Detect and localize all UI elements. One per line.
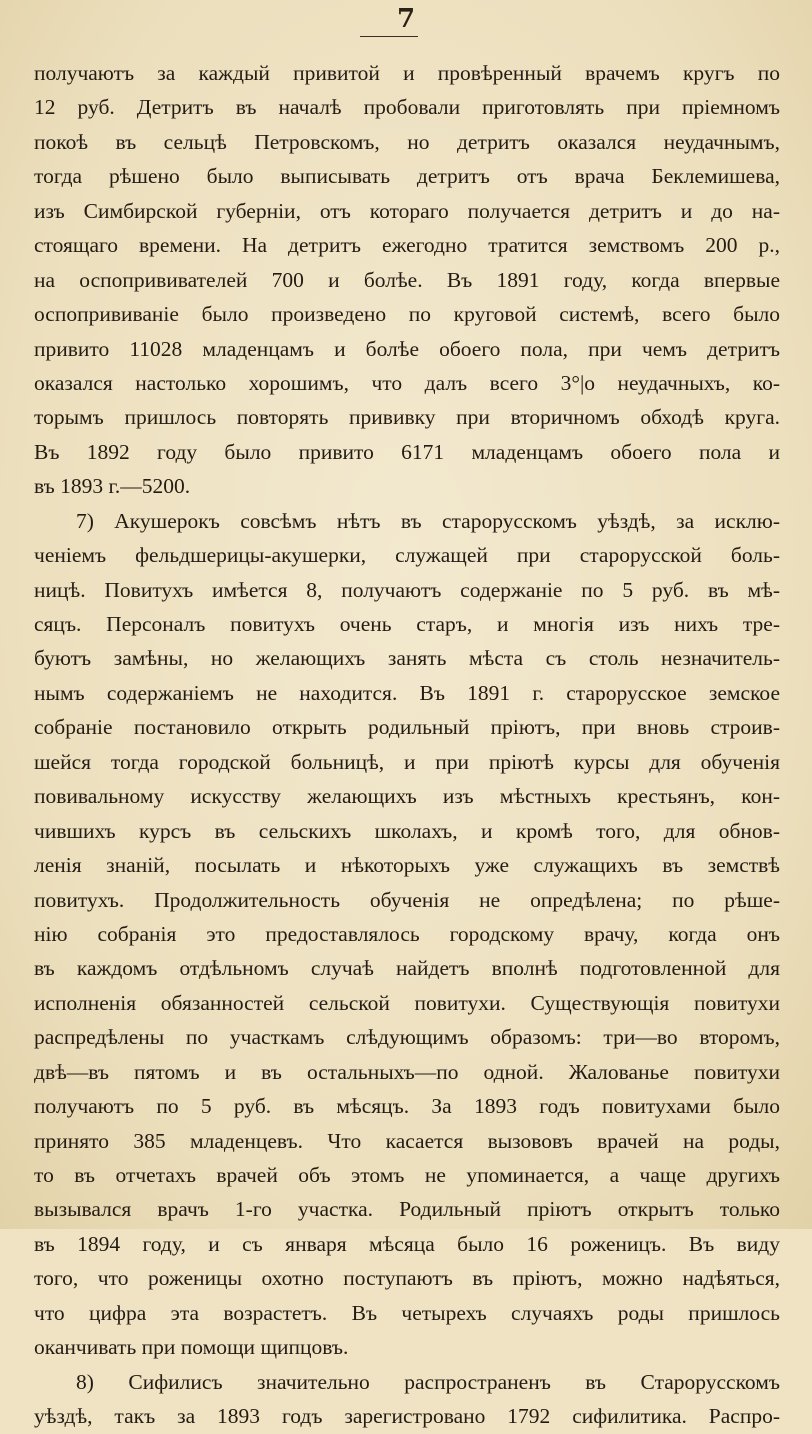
- text-line: того, что роженицы охотно поступаютъ въ пріютъ, можно надѣяться,: [34, 1266, 780, 1291]
- text-line: въ каждомъ отдѣльномъ случаѣ найдетъ вполнѣ подготовленной для: [34, 956, 780, 981]
- text-line: собраніе постановило открыть родильный пріютъ, при вновь строив-: [34, 715, 780, 740]
- text-line: получаютъ за каждый привитой и провѣренный врачемъ кругъ по: [34, 61, 780, 85]
- paragraph-7-start: 7) Акушерокъ совсѣмъ нѣтъ въ старорусскомъ уѣздѣ, за исклю-: [76, 508, 780, 533]
- text-line: двѣ—въ пятомъ и въ остальныхъ—по одной. Жалованье повитухи: [34, 1059, 780, 1084]
- text-line: Въ 1892 году было привито 6171 младенцамъ обоего пола и: [34, 439, 780, 464]
- text-line: то въ отчетахъ врачей объ этомъ не упоминается, а чаще другихъ: [34, 1163, 780, 1187]
- text-line: покоѣ въ сельцѣ Петровскомъ, но детритъ оказался неудачнымъ,: [34, 129, 780, 154]
- text-line: ленія знаній, посылать и нѣкоторыхъ уже служащихъ въ земствѣ: [34, 853, 780, 878]
- text-line: нію собранія это предоставлялось городскому врачу, когда онъ: [34, 921, 780, 946]
- text-line: исполненія обязанностей сельской повитухи. Существующія повитухи: [34, 990, 780, 1015]
- text-line: что цифра эта возрастетъ. Въ четырехъ случаяхъ роды пришлось: [34, 1300, 780, 1325]
- text-line: торымъ пришлось повторять прививку при вторичномъ обходѣ круга.: [34, 405, 780, 430]
- text-line: изъ Симбирской губерніи, отъ котораго получается детритъ и до на-: [34, 198, 780, 223]
- page-number: 7: [396, 4, 416, 34]
- text-line: чившихъ курсъ въ сельскихъ школахъ, и кромѣ того, для обнов-: [34, 818, 780, 843]
- page-number-rule: [360, 36, 418, 37]
- text-line: въ 1894 году, и съ января мѣсяца было 16 роженицъ. Въ виду: [34, 1231, 780, 1256]
- text-line: уѣздѣ, такъ за 1893 годъ зарегистровано 1792 сифилитика. Распро-: [34, 1404, 780, 1429]
- text-line: ченіемъ фельдшерицы-акушерки, служащей при старорусской боль-: [34, 543, 780, 568]
- text-line: на оспопрививателей 700 и болѣе. Въ 1891 году, когда впервые: [34, 267, 780, 292]
- text-line: распредѣлены по участкамъ слѣдующимъ образомъ: три—во второмъ,: [34, 1025, 780, 1050]
- text-line: вызывался врачъ 1-го участка. Родильный пріютъ открытъ только: [34, 1197, 780, 1222]
- page-body-text: [34, 56, 780, 1434]
- text-line: принято 385 младенцевъ. Что касается вызововъ врачей на роды,: [34, 1128, 780, 1153]
- text-line: 12 руб. Детритъ въ началѣ пробовали приготовлять при пріемномъ: [34, 95, 780, 120]
- text-line: оказался настолько хорошимъ, что далъ всего 3°|о неудачныхъ, ко-: [34, 370, 780, 395]
- text-line: привито 11028 младенцамъ и болѣе обоего пола, при чемъ детритъ: [34, 336, 780, 361]
- text-line: повивальному искусству желающихъ изъ мѣстныхъ крестьянъ, кон-: [34, 784, 780, 809]
- text-line: буютъ замѣны, но желающихъ занять мѣста съ столь незначитель-: [34, 646, 780, 671]
- text-line: въ 1893 г.—5200.: [34, 474, 191, 499]
- text-line: нымъ содержаніемъ не находится. Въ 1891 г. старорусское земское: [34, 680, 780, 705]
- text-line: стоящаго времени. На детритъ ежегодно тратится земствомъ 200 р.,: [34, 233, 780, 258]
- text-line: получаютъ по 5 руб. въ мѣсяцъ. За 1893 годъ повитухами было: [34, 1094, 780, 1119]
- text-line: оспопрививаніе было произведено по круговой системѣ, всего было: [34, 302, 780, 327]
- text-line: повитухъ. Продолжительность обученія не опредѣлена; по рѣше-: [34, 887, 780, 912]
- paragraph-8-start: 8) Сифилисъ значительно распространенъ въ Старорусскомъ: [76, 1369, 780, 1394]
- text-line: тогда рѣшено было выписывать детритъ отъ врача Беклемишева,: [34, 164, 780, 189]
- text-line: оканчивать при помощи щипцовъ.: [34, 1335, 349, 1360]
- text-line: шейся тогда городской больницѣ, и при пріютѣ курсы для обученія: [34, 749, 780, 774]
- text-line: ницѣ. Повитухъ имѣется 8, получаютъ содержаніе по 5 руб. въ мѣ-: [34, 577, 780, 602]
- text-line: сяцъ. Персоналъ повитухъ очень старъ, и многія изъ нихъ тре-: [34, 612, 780, 636]
